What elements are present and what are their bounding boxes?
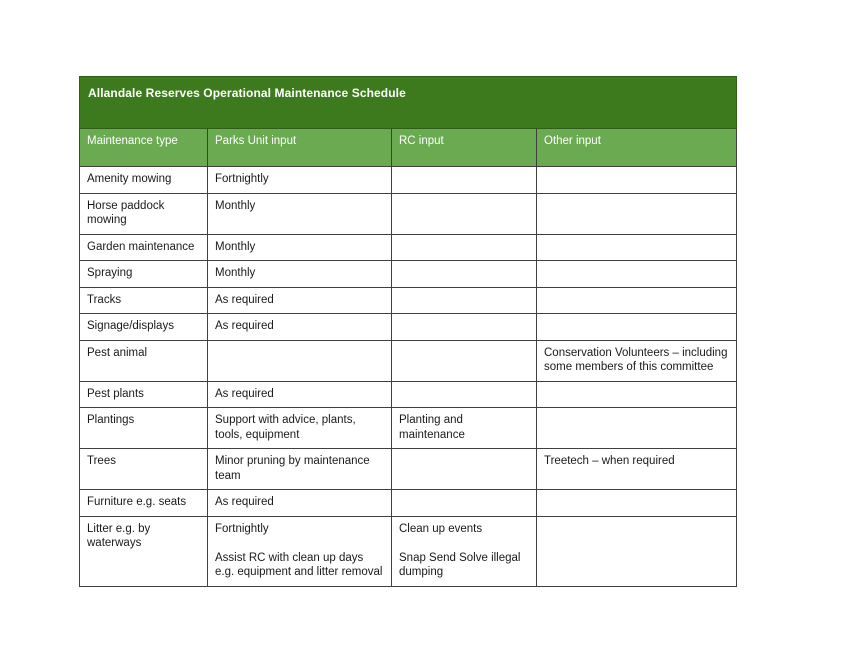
cell-parks-unit-input [208, 381, 392, 408]
cell-maintenance-type [80, 193, 208, 234]
cell-other-input [537, 381, 737, 408]
cell-maintenance-type [80, 449, 208, 490]
cell-other-input [537, 261, 737, 288]
cell-rc-input [392, 287, 537, 314]
cell-maintenance-type [80, 167, 208, 194]
cell-paragraph: Snap Send Solve illegal dumping [399, 551, 521, 578]
cell-maintenance-type [80, 490, 208, 517]
cell-paragraph: Spraying [87, 267, 133, 279]
cell-paragraph: Garden maintenance [87, 240, 195, 253]
table-head [80, 77, 737, 167]
table-row [80, 340, 737, 381]
table-row [80, 287, 737, 314]
cell-parks-unit-input [208, 234, 392, 261]
table-row [80, 516, 737, 586]
cell-paragraph: Pest animal [87, 346, 148, 359]
cell-other-input [537, 516, 737, 586]
cell-maintenance-type [80, 234, 208, 261]
cell-paragraph: Monthly [215, 240, 256, 253]
cell-paragraph: Assist RC with clean up days e.g. equipment and litter removal [215, 551, 383, 578]
cell-paragraph: Clean up events [399, 522, 483, 535]
column-header-rc-input: RC input [392, 129, 537, 167]
cell-paragraph: As required [215, 320, 274, 332]
table-title: Allandale Reserves Operational Maintenance Schedule [80, 77, 737, 129]
cell-paragraph: Treetech – when required [544, 455, 675, 467]
cell-parks-unit-input [208, 340, 392, 381]
cell-rc-input [392, 314, 537, 341]
cell-paragraph: Monthly [215, 199, 256, 212]
cell-paragraph: Plantings [87, 414, 135, 426]
cell-paragraph: Signage/displays [87, 320, 174, 332]
cell-paragraph: Fortnightly [215, 522, 269, 535]
column-header-maintenance-type: Maintenance type [80, 129, 208, 167]
cell-other-input [537, 340, 737, 381]
cell-other-input [537, 314, 737, 341]
cell-rc-input [392, 340, 537, 381]
cell-maintenance-type [80, 314, 208, 341]
table-row [80, 234, 737, 261]
cell-maintenance-type [80, 340, 208, 381]
cell-parks-unit-input [208, 261, 392, 288]
cell-paragraph: Minor pruning by maintenance team [215, 455, 370, 482]
cell-maintenance-type [80, 381, 208, 408]
cell-maintenance-type [80, 287, 208, 314]
cell-paragraph: Amenity mowing [87, 173, 172, 185]
cell-paragraph: As required [215, 496, 274, 508]
cell-rc-input [392, 408, 537, 449]
cell-paragraph: Litter e.g. by waterways [87, 522, 151, 549]
cell-rc-input [392, 261, 537, 288]
table-column-header-row [80, 129, 737, 167]
cell-parks-unit-input [208, 287, 392, 314]
table-row [80, 408, 737, 449]
table-row [80, 381, 737, 408]
column-header-parks-unit-input: Parks Unit input [208, 129, 392, 167]
cell-parks-unit-input [208, 193, 392, 234]
table-row [80, 449, 737, 490]
cell-paragraph: Support with advice, plants, tools, equipment [215, 414, 356, 441]
cell-maintenance-type [80, 516, 208, 586]
table-row [80, 314, 737, 341]
table-row [80, 167, 737, 194]
cell-paragraph: Horse paddock mowing [87, 199, 165, 226]
column-header-other-input: Other input [537, 129, 737, 167]
cell-other-input [537, 449, 737, 490]
cell-maintenance-type [80, 408, 208, 449]
table-title-row [80, 77, 737, 129]
cell-paragraph: Tracks [87, 293, 122, 306]
cell-parks-unit-input [208, 449, 392, 490]
cell-paragraph: Fortnightly [215, 173, 269, 185]
cell-rc-input [392, 167, 537, 194]
cell-parks-unit-input [208, 516, 392, 586]
cell-maintenance-type [80, 261, 208, 288]
cell-paragraph: Monthly [215, 267, 256, 279]
cell-other-input [537, 287, 737, 314]
cell-parks-unit-input [208, 167, 392, 194]
cell-paragraph: As required [215, 293, 274, 306]
cell-rc-input [392, 516, 537, 586]
table-row [80, 490, 737, 517]
cell-other-input [537, 234, 737, 261]
cell-paragraph: Planting and maintenance [399, 414, 465, 441]
cell-parks-unit-input [208, 314, 392, 341]
cell-other-input [537, 193, 737, 234]
cell-rc-input [392, 193, 537, 234]
cell-rc-input [392, 381, 537, 408]
table-row [80, 261, 737, 288]
table-row [80, 193, 737, 234]
cell-paragraph: As required [215, 387, 274, 400]
cell-other-input [537, 167, 737, 194]
cell-paragraph: Trees [87, 455, 116, 467]
maintenance-schedule-table [79, 76, 737, 587]
cell-rc-input [392, 490, 537, 517]
cell-other-input [537, 490, 737, 517]
cell-paragraph: Furniture e.g. seats [87, 496, 187, 508]
cell-parks-unit-input [208, 408, 392, 449]
cell-other-input [537, 408, 737, 449]
cell-rc-input [392, 234, 537, 261]
cell-parks-unit-input [208, 490, 392, 517]
cell-paragraph: Conservation Volunteers – including some members of this committee [544, 346, 728, 373]
table-body [80, 167, 737, 587]
cell-paragraph: Pest plants [87, 387, 144, 400]
cell-rc-input [392, 449, 537, 490]
